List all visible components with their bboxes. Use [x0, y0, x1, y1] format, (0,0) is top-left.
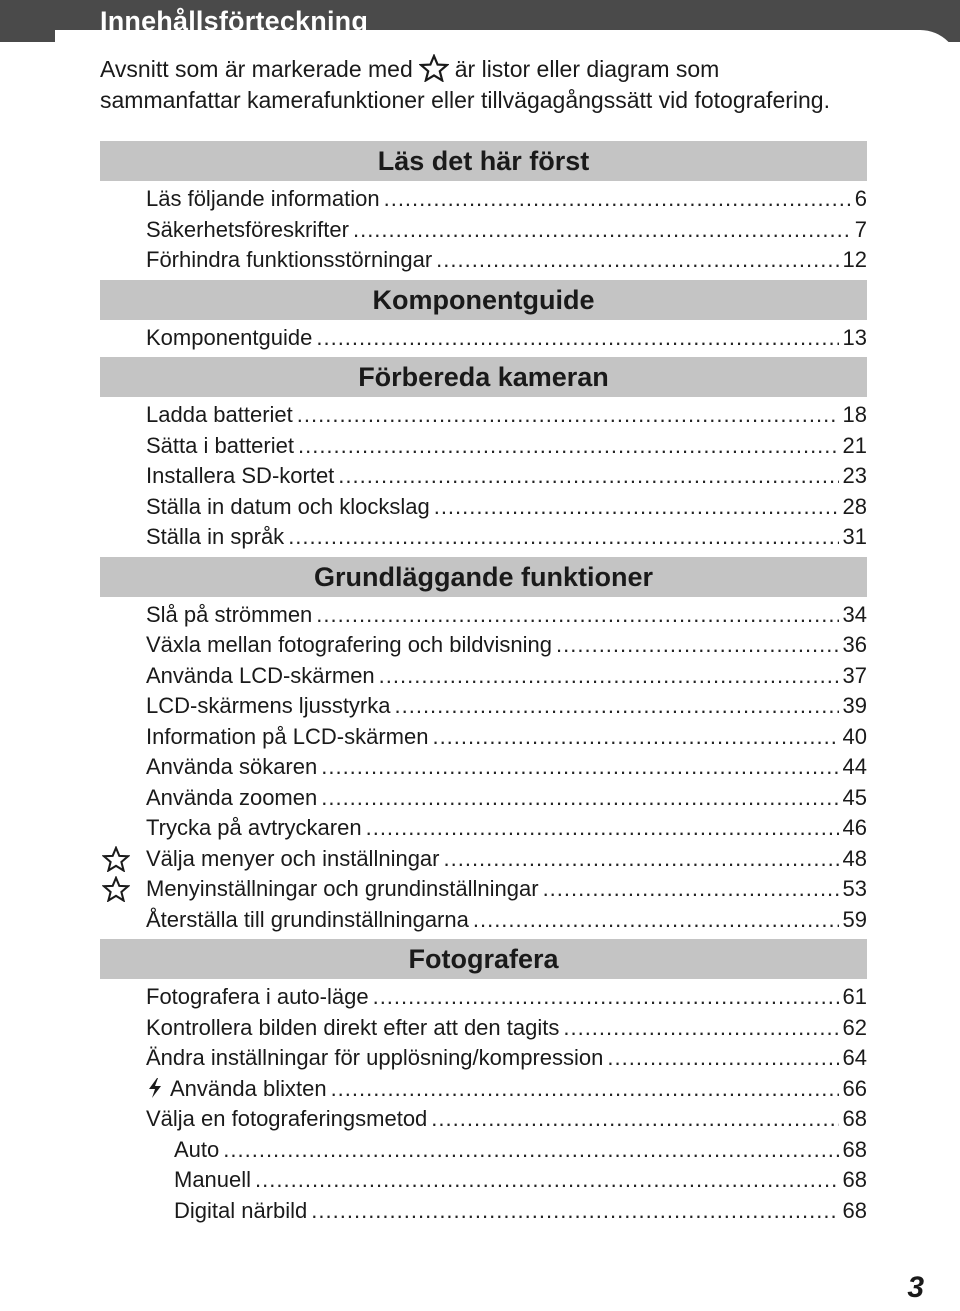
toc-entry[interactable]	[100, 461, 867, 492]
dot-leader	[563, 1013, 838, 1044]
dot-leader	[316, 323, 838, 354]
page-number: 3	[907, 1271, 924, 1304]
toc-entry-page: 39	[842, 693, 867, 718]
toc-entry-page: 68	[842, 1136, 867, 1162]
toc-entry-page: 53	[842, 876, 867, 901]
intro-text-after: är listor eller diagram som	[454, 56, 720, 82]
section-header: Grundläggande funktioner	[100, 557, 867, 597]
toc-entry-title: LCD-skärmens ljusstyrka	[146, 693, 391, 718]
toc-entry-title: Använda blixten	[170, 1075, 327, 1101]
toc-entry[interactable]	[100, 215, 867, 246]
section-header: Fotografera	[100, 939, 867, 979]
toc-entry-page: 34	[842, 601, 867, 627]
page-title: Innehållsförteckning	[100, 6, 369, 36]
dot-leader	[255, 1165, 838, 1196]
intro-text	[100, 54, 880, 116]
toc-entry-page: 68	[842, 1197, 867, 1223]
toc-entry-title: Kontrollera bilden direkt efter att den tagits	[146, 1014, 560, 1040]
toc-entry[interactable]	[100, 630, 867, 661]
toc-entry-title: Använda LCD-skärmen	[146, 662, 375, 688]
dot-leader	[331, 1074, 839, 1105]
toc-entry[interactable]	[100, 844, 867, 875]
toc-entry-page: 7	[854, 216, 867, 242]
toc-entry-title: Installera SD-kortet	[146, 463, 335, 488]
toc-entry-title: Digital närbild	[174, 1197, 308, 1223]
section-header: Komponentguide	[100, 280, 867, 320]
dot-leader	[223, 1135, 838, 1166]
toc-entry[interactable]	[100, 874, 867, 905]
section-header: Läs det här först	[100, 141, 867, 181]
dot-leader	[373, 982, 839, 1013]
toc-entry-page: 23	[842, 463, 867, 488]
toc-entry[interactable]	[100, 431, 867, 462]
toc-entry[interactable]	[100, 1196, 867, 1227]
toc-entry-page: 45	[842, 784, 867, 810]
star-outline-icon	[102, 876, 130, 902]
dot-leader	[473, 905, 839, 936]
toc-entry-page: 64	[842, 1045, 867, 1070]
toc-entry[interactable]	[100, 245, 867, 276]
table-of-contents	[100, 137, 867, 1226]
section-header: Förbereda kameran	[100, 357, 867, 397]
dot-leader	[288, 522, 838, 553]
toc-entry[interactable]	[100, 982, 867, 1013]
toc-entry-title: Läs följande information	[146, 186, 380, 211]
toc-entry[interactable]	[100, 522, 867, 553]
star-outline-icon	[419, 54, 449, 82]
dot-leader	[436, 245, 838, 276]
dot-leader	[543, 874, 839, 905]
toc-entry-page: 68	[842, 1106, 867, 1131]
toc-entry-page: 48	[842, 845, 867, 871]
dot-leader	[353, 215, 851, 246]
toc-entry-title: Växla mellan fotografering och bildvisning	[146, 632, 553, 657]
dot-leader	[311, 1196, 838, 1227]
toc-entry-page: 44	[842, 754, 867, 779]
toc-entry-page: 62	[842, 1014, 867, 1040]
toc-entry-page: 12	[842, 247, 867, 272]
toc-entry-title: Slå på strömmen	[146, 601, 313, 627]
toc-entry[interactable]	[100, 1104, 867, 1135]
toc-entry-page: 13	[842, 324, 867, 350]
dot-leader	[395, 691, 839, 722]
toc-entry-title: Komponentguide	[146, 324, 313, 350]
toc-entry[interactable]	[100, 1013, 867, 1044]
toc-entry-page: 46	[842, 815, 867, 840]
dot-leader	[384, 184, 851, 215]
toc-entry[interactable]	[100, 691, 867, 722]
star-outline-icon	[102, 846, 130, 872]
dot-leader	[366, 813, 839, 844]
toc-entry[interactable]	[100, 905, 867, 936]
intro-text-line2: sammanfattar kamerafunktioner eller tillvägagångssätt vid fotografering.	[100, 87, 830, 113]
toc-entry-title: Välja menyer och inställningar	[146, 845, 440, 871]
dot-leader	[607, 1043, 838, 1074]
toc-entry-title: Auto	[174, 1136, 220, 1162]
toc-entry-title: Välja en fotograferingsmetod	[146, 1106, 428, 1131]
flash-icon	[146, 1077, 164, 1099]
dot-leader	[379, 661, 839, 692]
toc-entry[interactable]	[100, 722, 867, 753]
toc-entry[interactable]	[100, 1165, 867, 1196]
dot-leader	[298, 431, 839, 462]
toc-entry-page: 37	[842, 662, 867, 688]
toc-entry[interactable]	[100, 400, 867, 431]
toc-entry-title: Ställa in språk	[146, 524, 285, 549]
dot-leader	[321, 783, 838, 814]
toc-entry-title: Menyinställningar och grundinställningar	[146, 876, 539, 901]
toc-entry-page: 36	[842, 632, 867, 657]
toc-entry[interactable]	[100, 184, 867, 215]
toc-entry[interactable]	[100, 323, 867, 354]
toc-entry-title: Fotografera i auto-läge	[146, 984, 369, 1009]
toc-entry-page: 61	[842, 984, 867, 1009]
dot-leader	[316, 600, 838, 631]
toc-entry-page: 66	[842, 1075, 867, 1101]
toc-entry[interactable]	[100, 783, 867, 814]
toc-entry-page: 40	[842, 723, 867, 749]
toc-entry-title: Ladda batteriet	[146, 402, 293, 427]
toc-entry-title: Säkerhetsföreskrifter	[146, 216, 349, 242]
dot-leader	[434, 492, 839, 523]
toc-entry-title: Manuell	[174, 1167, 252, 1192]
toc-entry[interactable]	[100, 661, 867, 692]
toc-entry-title: Återställa till grundinställningarna	[146, 906, 469, 932]
toc-entry-title: Sätta i batteriet	[146, 432, 294, 458]
toc-entry-title: Förhindra funktionsstörningar	[146, 247, 433, 272]
toc-entry[interactable]	[100, 600, 867, 631]
intro-text-before: Avsnitt som är markerade med	[100, 56, 413, 82]
toc-entry-title: Använda zoomen	[146, 784, 318, 810]
dot-leader	[297, 400, 839, 431]
toc-entry-page: 6	[854, 186, 867, 211]
toc-entry-title: Ändra inställningar för upplösning/kompression	[146, 1045, 604, 1070]
toc-entry-page: 31	[842, 524, 867, 549]
toc-entry-title: Använda sökaren	[146, 754, 318, 779]
toc-entry-title: Ställa in datum och klockslag	[146, 493, 430, 519]
toc-entry[interactable]	[100, 1043, 867, 1074]
toc-entry[interactable]	[100, 492, 867, 523]
toc-entry[interactable]	[100, 1135, 867, 1166]
toc-entry-title: Trycka på avtryckaren	[146, 815, 362, 840]
toc-entry[interactable]	[100, 752, 867, 783]
toc-entry-page: 21	[842, 432, 867, 458]
dot-leader	[338, 461, 838, 492]
dot-leader	[432, 722, 838, 753]
dot-leader	[431, 1104, 838, 1135]
dot-leader	[321, 752, 838, 783]
toc-entry-page: 59	[842, 906, 867, 932]
toc-entry-page: 18	[842, 402, 867, 427]
toc-entry[interactable]	[100, 1074, 867, 1105]
dot-leader	[444, 844, 839, 875]
dot-leader	[556, 630, 839, 661]
toc-entry[interactable]	[100, 813, 867, 844]
toc-entry-title: Information på LCD-skärmen	[146, 723, 429, 749]
toc-entry-page: 68	[842, 1167, 867, 1192]
toc-entry-page: 28	[842, 493, 867, 519]
